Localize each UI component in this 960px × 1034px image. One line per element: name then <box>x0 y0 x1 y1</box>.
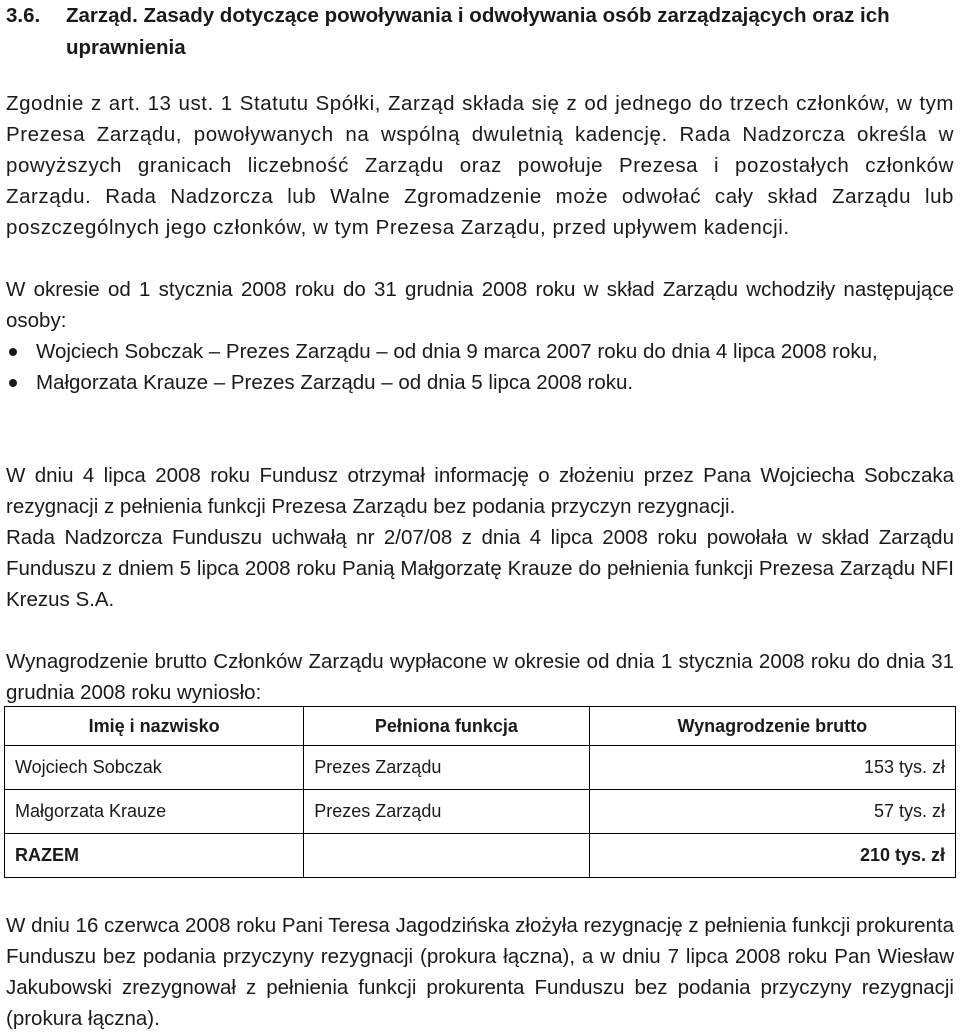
cell-name: Małgorzata Krauze <box>5 790 304 834</box>
cell-function: Prezes Zarządu <box>304 790 589 834</box>
cell-remuneration: 153 tys. zł <box>589 746 955 790</box>
table-header-row <box>5 707 956 746</box>
section-title: Zarząd. Zasady dotyczące powoływania i odwoływania osób zarządzających oraz ich uprawnienia <box>66 4 890 59</box>
paragraph-statute: Zgodnie z art. 13 ust. 1 Statutu Spółki, Zarząd składa się z od jednego do trzech członków, w tym Prezesa Zarządu, powoływanych na wspólną dwuletnią kadencję. Rada Nadzorcza określa w powyższych granicach liczebność Zarządu oraz powołuje Prezesa i pozostałych członków Zarządu. Rada Nadzorcza lub Walne Zgromadzenie może odwołać cały skład Zarządu lub poszczególnych jego członków, w tym Prezesa Zarządu, przed upływem kadencji. <box>6 92 954 239</box>
paragraph-resignation: W dniu 4 lipca 2008 roku Fundusz otrzymał informację o złożeniu przez Pana Wojciecha Sobczaka rezygnacji z pełnienia funkcji Prezesa Zarządu bez podania przyczyn rezygnacji. <box>6 464 954 518</box>
list-item: Małgorzata Krauze – Prezes Zarządu – od dnia 5 lipca 2008 roku. <box>6 367 954 398</box>
list-item: Wojciech Sobczak – Prezes Zarządu – od dnia 9 marca 2007 roku do dnia 4 lipca 2008 roku, <box>6 336 954 367</box>
column-header-remuneration: Wynagrodzenie brutto <box>589 707 955 746</box>
table-row <box>5 746 956 790</box>
paragraph-board-composition: W okresie od 1 stycznia 2008 roku do 31 grudnia 2008 roku w skład Zarządu wchodziły następujące osoby: <box>6 278 954 332</box>
section-number: 3.6. <box>6 4 41 27</box>
section-heading <box>6 0 954 64</box>
cell-total-function <box>304 834 589 878</box>
cell-remuneration: 57 tys. zł <box>589 790 955 834</box>
board-members-list <box>6 336 954 398</box>
remuneration-table <box>4 706 956 878</box>
table-row <box>5 790 956 834</box>
bullet-icon <box>9 348 17 356</box>
paragraph-remuneration-intro: Wynagrodzenie brutto Członków Zarządu wypłacone w okresie od dnia 1 stycznia 2008 roku do dnia 31 grudnia 2008 roku wyniosło: <box>6 650 954 704</box>
paragraph-proxies: W dniu 16 czerwca 2008 roku Pani Teresa Jagodzińska złożyła rezygnację z pełnienia funkcji prokurenta Funduszu bez podania przyczyny rezygnacji (prokura łączna), a w dniu 7 lipca 2008 roku Pan Wiesław Jakubowski zrezygnował z pełnienia funkcji prokurenta Funduszu bez podania przyczyny rezygnacji (prokura łączna). <box>6 914 954 1030</box>
cell-total-label: RAZEM <box>5 834 304 878</box>
paragraph-appointment: Rada Nadzorcza Funduszu uchwałą nr 2/07/08 z dnia 4 lipca 2008 roku powołała w skład Zarządu Funduszu z dniem 5 lipca 2008 roku Panią Małgorzatę Krauze do pełnienia funkcji Prezesa Zarządu NFI Krezus S.A. <box>6 526 954 611</box>
table-total-row <box>5 834 956 878</box>
bullet-icon <box>9 379 17 387</box>
cell-function: Prezes Zarządu <box>304 746 589 790</box>
column-header-name: Imię i nazwisko <box>5 707 304 746</box>
column-header-function: Pełniona funkcja <box>304 707 589 746</box>
cell-total-remuneration: 210 tys. zł <box>589 834 955 878</box>
cell-name: Wojciech Sobczak <box>5 746 304 790</box>
